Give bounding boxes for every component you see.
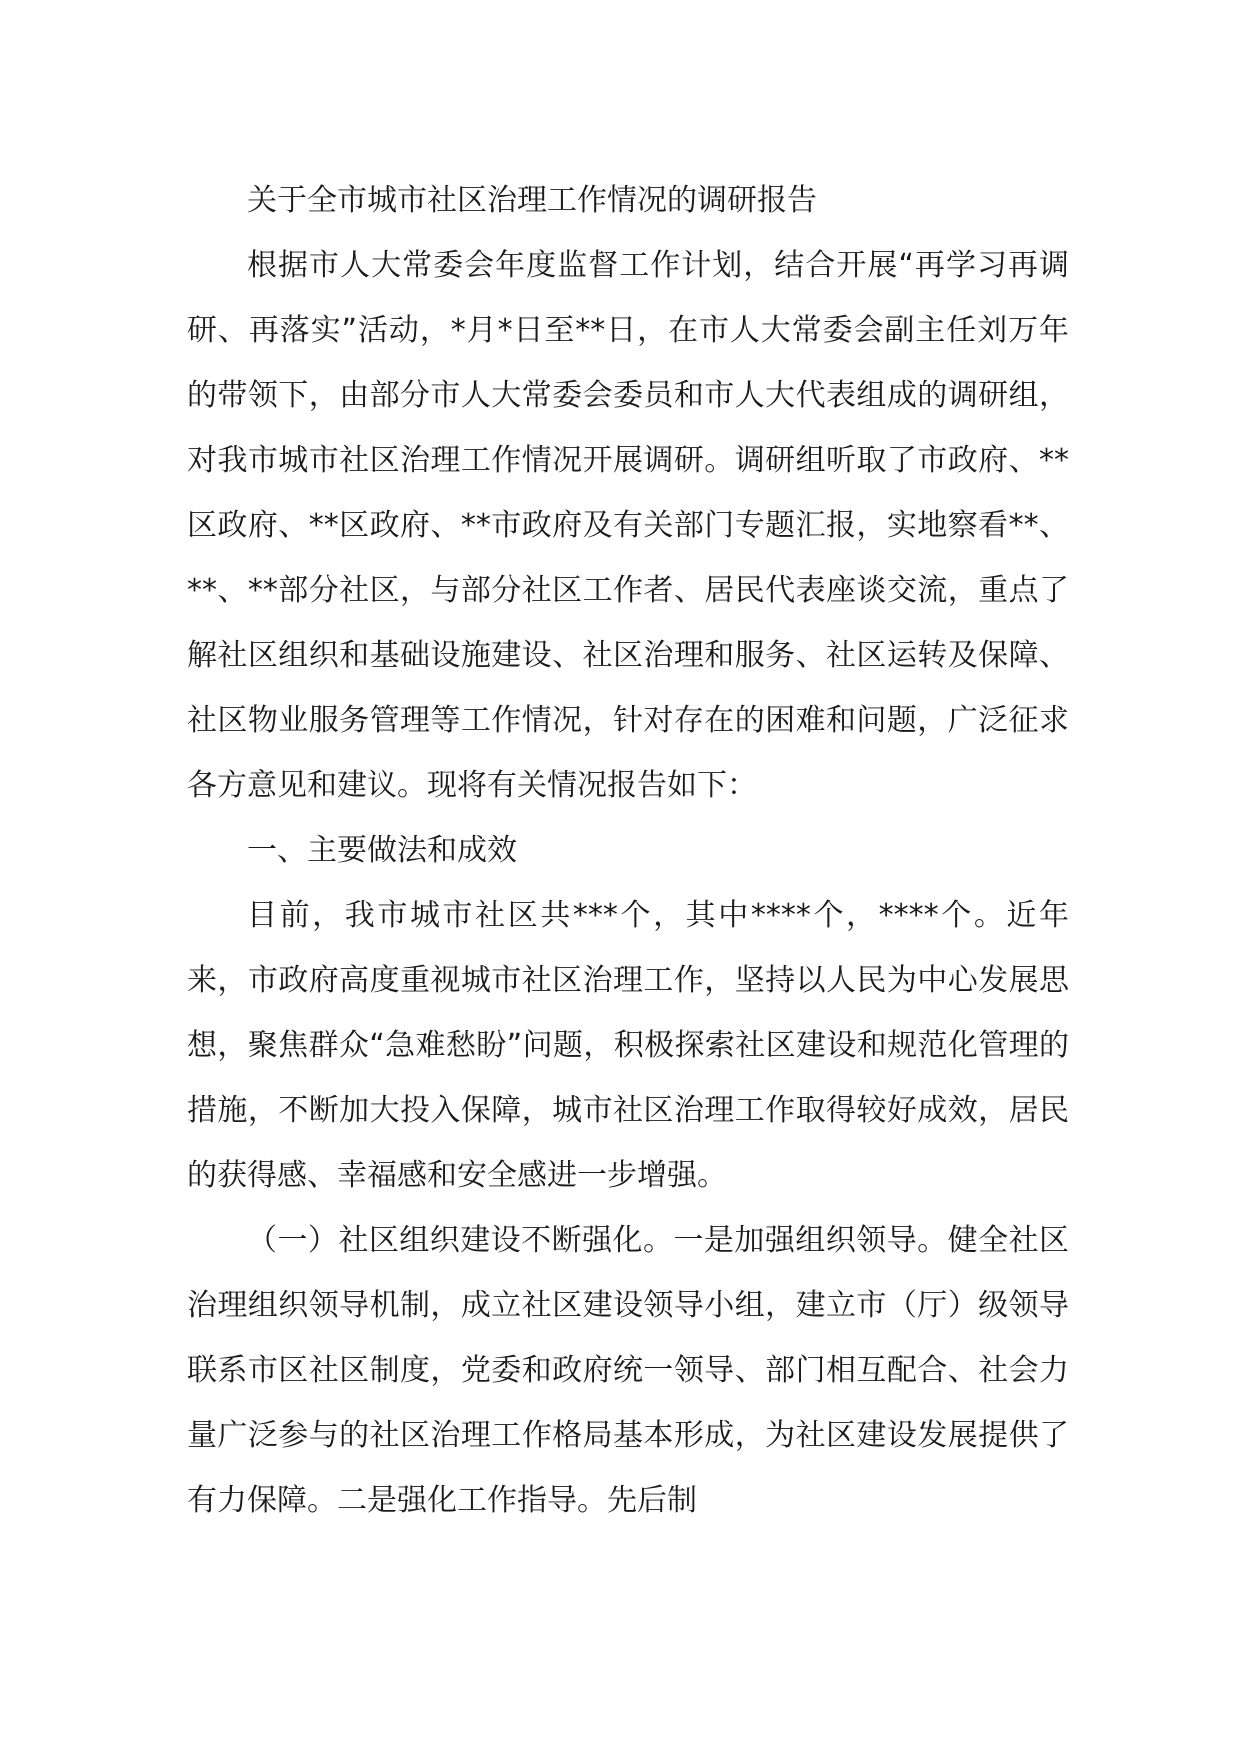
document-body <box>187 168 1069 1533</box>
section-heading-1: 一、主要做法和成效 <box>247 833 517 868</box>
paragraph-intro: 根据市人大常委会年度监督工作计划，结合开展“再学习再调研、再落实”活动，*月*日至**日，在市人大常委会副主任刘万年的带领下，由部分市人大常委会委员和市人大代表组成的调研组，对我市城市社区治理工作情况开展调研。调研组听取了市政府、**区政府、**区政府、**市政府及有关部门专题汇报，实地察看**、**、**部分社区，与部分社区工作者、居民代表座谈交流，重点了解社区组织和基础设施建设、社区治理和服务、社区运转及保障、社区物业服务管理等工作情况，针对存在的困难和问题，广泛征求各方意见和建议。现将有关情况报告如下： <box>187 248 1069 803</box>
paragraph-subsection-1: （一）社区组织建设不断强化。一是加强组织领导。健全社区治理组织领导机制，成立社区建设领导小组，建立市（厅）级领导联系市区社区制度，党委和政府统一领导、部门相互配合、社会力量广泛参与的社区治理工作格局基本形成，为社区建设发展提供了有力保障。二是强化工作指导。先后制 <box>187 1223 1069 1518</box>
document-title: 关于全市城市社区治理工作情况的调研报告 <box>247 183 817 218</box>
paragraph-overview: 目前，我市城市社区共***个，其中****个，****个。近年来，市政府高度重视城市社区治理工作，坚持以人民为中心发展思想，聚焦群众“急难愁盼”问题，积极探索社区建设和规范化管理的措施，不断加大投入保障，城市社区治理工作取得较好成效，居民的获得感、幸福感和安全感进一步增强。 <box>187 898 1069 1193</box>
